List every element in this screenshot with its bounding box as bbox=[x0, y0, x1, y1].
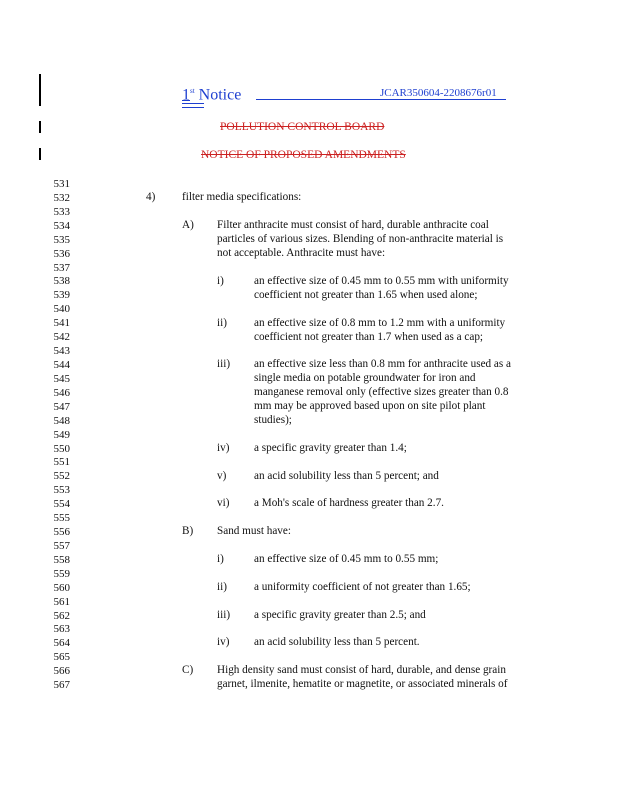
line-number: 559 bbox=[53, 567, 70, 580]
document-id: JCAR350604-2208676r01 bbox=[380, 87, 497, 99]
line-number: 567 bbox=[53, 679, 70, 692]
line-number: 562 bbox=[53, 609, 70, 622]
line-number: 544 bbox=[53, 359, 70, 371]
line-number: 551 bbox=[53, 456, 70, 469]
line-number: 560 bbox=[53, 581, 70, 594]
line-number: 538 bbox=[53, 275, 70, 288]
b-item-i-label: i) bbox=[217, 553, 224, 565]
a-item-i-line: coefficient not greater than 1.65 when used alone; bbox=[254, 289, 478, 301]
line-number: 531 bbox=[53, 178, 70, 190]
a-item-i-line: an effective size of 0.45 mm to 0.55 mm with uniformity bbox=[254, 275, 509, 287]
a-item-ii-line: coefficient not greater than 1.7 when used as a cap; bbox=[254, 331, 484, 343]
b-item-i-line: an effective size of 0.45 mm to 0.55 mm; bbox=[254, 553, 439, 565]
item-4-text: filter media specifications: bbox=[182, 191, 302, 203]
subsection-a-line: particles of various sizes. Blending of non-anthracite material is bbox=[217, 233, 504, 245]
notice-double-underline bbox=[182, 103, 204, 108]
b-item-iii-label: iii) bbox=[217, 609, 231, 621]
line-number: 547 bbox=[53, 400, 70, 413]
line-number: 541 bbox=[53, 317, 70, 330]
line-number: 555 bbox=[53, 512, 70, 525]
line-number: 561 bbox=[53, 595, 70, 608]
a-item-iv-line: a specific gravity greater than 1.4; bbox=[254, 442, 407, 454]
line-number: 537 bbox=[53, 261, 70, 274]
board-title: POLLUTION CONTROL BOARD bbox=[220, 121, 385, 133]
line-number: 566 bbox=[53, 665, 70, 678]
line-number: 534 bbox=[53, 219, 70, 232]
line-number: 535 bbox=[53, 233, 70, 246]
line-number: 546 bbox=[53, 386, 70, 399]
notice-heading bbox=[182, 82, 241, 104]
b-item-iii-line: a specific gravity greater than 2.5; and bbox=[254, 609, 426, 621]
a-item-iii-line: single media on potable groundwater for iron and bbox=[254, 372, 476, 384]
line-number: 543 bbox=[53, 345, 70, 357]
a-item-ii-line: an effective size of 0.8 mm to 1.2 mm with a uniformity bbox=[254, 317, 506, 329]
subsection-a-line: Filter anthracite must consist of hard, durable anthracite coal bbox=[217, 219, 489, 231]
line-number: 549 bbox=[53, 428, 70, 441]
line-number: 552 bbox=[53, 470, 70, 483]
a-item-vi-label: vi) bbox=[217, 497, 230, 509]
line-number: 558 bbox=[53, 553, 70, 566]
change-bar bbox=[39, 74, 41, 106]
a-item-i-label: i) bbox=[217, 275, 224, 287]
a-item-iii-line: mm may be approved based upon on site pilot plant bbox=[254, 400, 486, 412]
line-number: 554 bbox=[53, 498, 70, 511]
line-number: 536 bbox=[53, 247, 70, 260]
notice-superscript: st bbox=[190, 87, 195, 95]
notice-subtitle: NOTICE OF PROPOSED AMENDMENTS bbox=[201, 149, 406, 161]
line-number: 564 bbox=[53, 637, 70, 650]
line-number: 548 bbox=[53, 414, 70, 427]
line-number: 550 bbox=[53, 442, 70, 455]
b-item-iv-label: iv) bbox=[217, 636, 230, 648]
line-number: 533 bbox=[53, 205, 70, 218]
a-item-v-line: an acid solubility less than 5 percent; and bbox=[254, 470, 439, 482]
item-4-label: 4) bbox=[146, 191, 156, 203]
line-number: 540 bbox=[53, 303, 70, 316]
line-number: 553 bbox=[53, 484, 70, 497]
line-number: 563 bbox=[53, 623, 70, 636]
line-number: 545 bbox=[53, 372, 70, 385]
line-number: 542 bbox=[53, 331, 70, 344]
a-item-iii-line: manganese removal only (effective sizes greater than 0.8 bbox=[254, 386, 509, 398]
line-number: 539 bbox=[53, 289, 70, 302]
subsection-c-line: garnet, ilmenite, hematite or magnetite, or associated minerals of bbox=[217, 678, 508, 690]
line-number: 532 bbox=[53, 191, 70, 204]
b-item-ii-line: a uniformity coefficient of not greater than 1.65; bbox=[254, 581, 471, 593]
change-bar bbox=[39, 148, 41, 160]
b-item-ii-label: ii) bbox=[217, 581, 227, 593]
subsection-b-line: Sand must have: bbox=[217, 525, 291, 537]
a-item-v-label: v) bbox=[217, 470, 227, 482]
change-bar bbox=[39, 121, 41, 133]
a-item-ii-label: ii) bbox=[217, 317, 227, 329]
b-item-iv-line: an acid solubility less than 5 percent. bbox=[254, 636, 420, 648]
line-number: 565 bbox=[53, 651, 70, 664]
heading-underline bbox=[256, 99, 506, 100]
a-item-iv-label: iv) bbox=[217, 442, 230, 454]
notice-label: Notice bbox=[198, 86, 242, 104]
line-number: 557 bbox=[53, 539, 70, 552]
subsection-a-label: A) bbox=[182, 219, 194, 231]
subsection-c-line: High density sand must consist of hard, durable, and dense grain bbox=[217, 664, 506, 676]
a-item-iii-label: iii) bbox=[217, 358, 231, 370]
a-item-vi-line: a Moh's scale of hardness greater than 2.7. bbox=[254, 497, 444, 509]
subsection-a-line: not acceptable. Anthracite must have: bbox=[217, 247, 386, 259]
notice-number: 1 bbox=[182, 86, 190, 104]
line-number: 556 bbox=[53, 526, 70, 538]
a-item-iii-line: studies); bbox=[254, 414, 292, 426]
a-item-iii-line: an effective size less than 0.8 mm for anthracite used as a bbox=[254, 358, 512, 370]
subsection-c-label: C) bbox=[182, 664, 194, 676]
subsection-b-label: B) bbox=[182, 525, 194, 537]
